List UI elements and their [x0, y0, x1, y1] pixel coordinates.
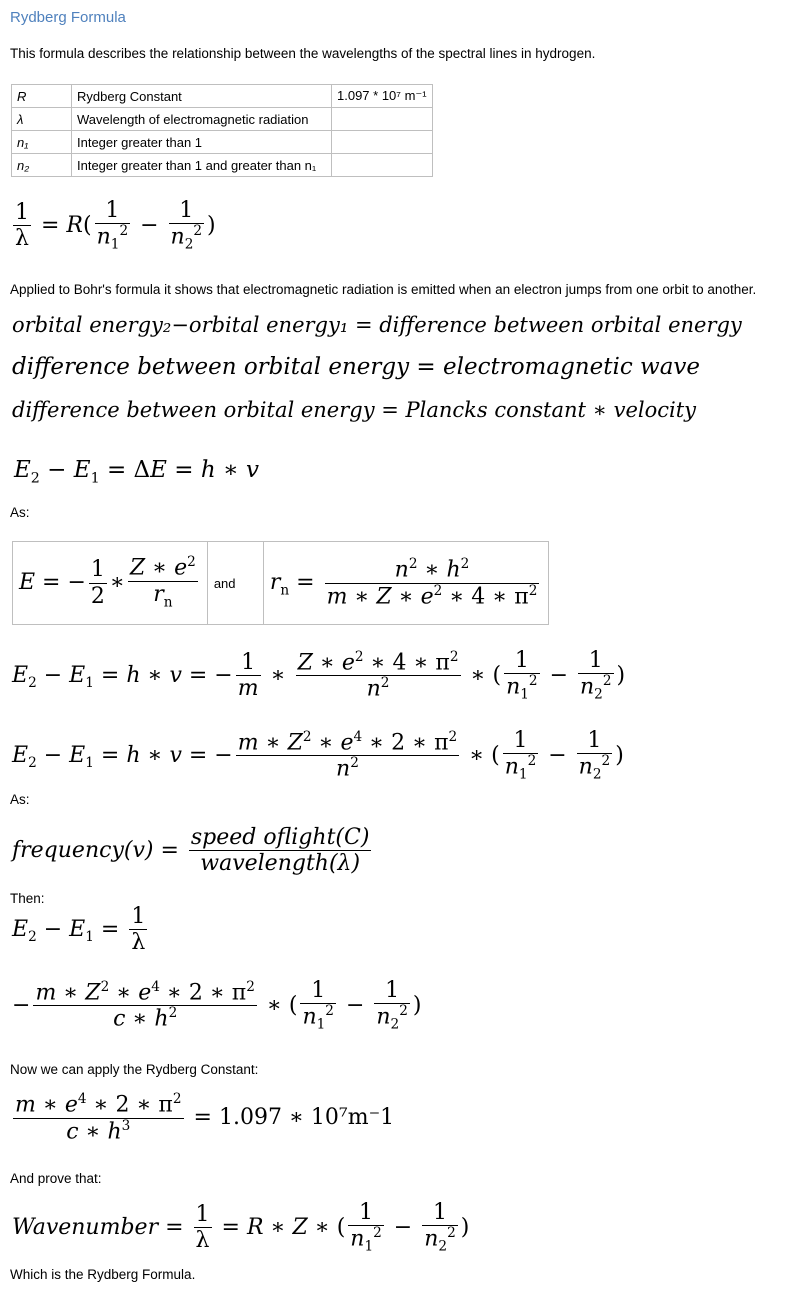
label-apply: Now we can apply the Rydberg Constant:: [10, 1062, 259, 1077]
energy-derivation-1: $E_2 - E_1 = h$ ∗ v = − $\frac{1}{m}$ ∗ $\frac{Z ∗ e^2 ∗ 4 ∗ \pi^2}{n^2}$ ∗ ( $\frac{1}{n_1^2}$ − $\frac{1}{n_2^2}$ ): [12, 648, 626, 704]
radius-formula: $r_n$ = $\frac{n^2 ∗ h^2}{m ∗ Z ∗ e^2 ∗ 4 ∗ \pi^2}$: [269, 555, 538, 609]
energy-formula: E = − $\frac{1}{2}$ ∗ $\frac{Z ∗ e^2}{r_n}$: [19, 554, 196, 611]
variable-symbol: λ: [12, 108, 72, 131]
constant-equation: $\frac{m ∗ e^4 ∗ 2 ∗ \pi^2}{c ∗ h^3}$ = 1.097 ∗ 10⁷m⁻1: [15, 1091, 395, 1144]
energy-wavelength-equation: $E_2 - E_1$ = $\frac{1}{\lambda}$: [12, 904, 146, 956]
variable-description: Rydberg Constant: [72, 85, 332, 108]
variable-description: Integer greater than 1 and greater than n₁: [72, 154, 332, 177]
table-row: [13, 542, 549, 625]
wavenumber-equation: Wavenumber = $\frac{1}{\lambda}$ = R ∗ Z ∗ ( $\frac{1}{n_1^2}$ − $\frac{1}{n_2^2}$ ): [12, 1200, 470, 1256]
energy-line-2: difference between orbital energy = electromagnetic wave: [12, 354, 701, 380]
and-cell: [207, 542, 263, 625]
variable-value: [332, 154, 433, 177]
energy-line-1: orbital energy₂−orbital energy₁ = difference between orbital energy: [12, 313, 742, 337]
label-and: and: [213, 575, 236, 591]
energy-difference-equation: $E_2 - E_1 = \Delta E = h$ ∗ v: [14, 457, 259, 487]
variable-value: 1.097 * 10⁷ m⁻¹: [332, 85, 433, 108]
page-title: Rydberg Formula: [10, 9, 126, 26]
label-as-2: As:: [10, 792, 30, 807]
energy-formula-cell: [13, 542, 208, 625]
radius-formula-cell: [263, 542, 549, 625]
rydberg-equation: $\frac{1}{\lambda}$ = R( $\frac{1}{n_1^2}$ − $\frac{1}{n_2^2}$ ): [15, 198, 216, 254]
table-row: [12, 154, 433, 177]
energy-line-3: difference between orbital energy = Plancks constant ∗ velocity: [12, 398, 697, 422]
frequency-equation: frequency(v) = $\frac{\text{speed oflight(C)}}{\text{wavelength(λ)}}$: [12, 825, 370, 877]
energy-radius-table: [12, 541, 549, 625]
table-row: [12, 131, 433, 154]
variable-symbol: n₁: [12, 131, 72, 154]
constant-value: 1.097 ∗ 10⁷m⁻1: [218, 1105, 395, 1131]
variable-description: Wavelength of electromagnetic radiation: [72, 108, 332, 131]
label-as-1: As:: [10, 505, 30, 520]
variable-value: [332, 108, 433, 131]
bohr-text: Applied to Bohr's formula it shows that electromagnetic radiation is emitted when an electron jumps from one orbit to another.: [10, 282, 757, 297]
variable-symbol: n₂: [12, 154, 72, 177]
energy-derivation-2: $E_2 - E_1 = h$ ∗ v = − $\frac{m ∗ Z^2 ∗ e^4 ∗ 2 ∗ \pi^2}{n^2}$ ∗ ( $\frac{1}{n_1^2}$ − $\frac{1}{n_2^2}$ ): [12, 728, 624, 784]
table-row: [12, 85, 433, 108]
table-row: [12, 108, 433, 131]
label-final: Which is the Rydberg Formula.: [10, 1267, 196, 1282]
label-prove: And prove that:: [10, 1171, 102, 1186]
variables-table: [11, 84, 433, 177]
intro-text: This formula describes the relationship between the wavelengths of the spectral lines in hydrogen.: [10, 46, 596, 61]
variable-description: Integer greater than 1: [72, 131, 332, 154]
label-then: Then:: [10, 891, 45, 906]
variable-value: [332, 131, 433, 154]
wavelength-derivation: − $\frac{m ∗ Z^2 ∗ e^4 ∗ 2 ∗ \pi^2}{c ∗ h^2}$ ∗ ( $\frac{1}{n_1^2}$ − $\frac{1}{n_2^2}$ ): [12, 978, 422, 1034]
variable-symbol: R: [12, 85, 72, 108]
